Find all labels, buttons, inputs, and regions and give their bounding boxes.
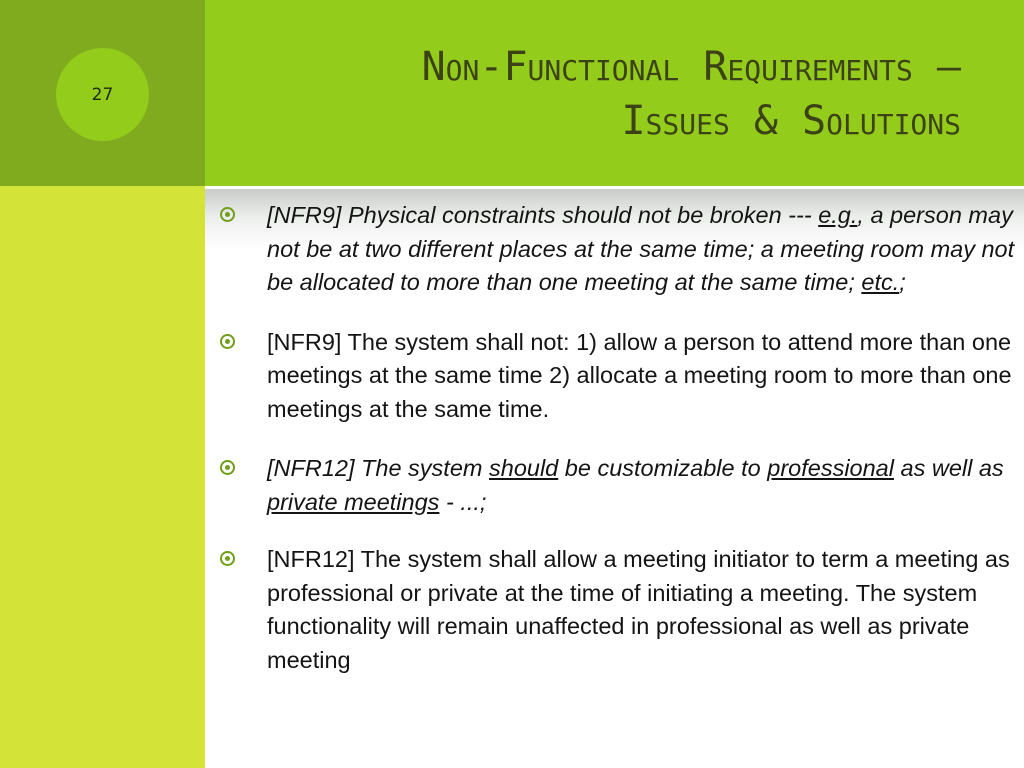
slide-title-line-2: Issues & Solutions	[621, 98, 961, 144]
bullet-text-underlined: e.g.	[818, 202, 858, 228]
bullet-text-underlined: professional	[767, 455, 894, 481]
slide-number: 27	[91, 84, 114, 105]
bullet-item	[218, 326, 1018, 427]
circle-bullet-icon	[220, 207, 235, 222]
bullet-text-segment: be customizable to	[558, 455, 768, 481]
bullet-text-segment: [NFR9] Physical constraints should not be broken ---	[267, 202, 819, 228]
circle-bullet-icon	[220, 460, 235, 475]
bullet-text-segment: [NFR9] The system shall not: 1) allow a person to attend more than one meetings at the same time 2) allocate a meeting room to more than one meetings at the same time.	[267, 328, 1012, 422]
slide-title	[241, 40, 961, 148]
bullet-text	[267, 455, 1004, 515]
bullet-text-segment: as well as	[893, 455, 1004, 481]
bullet-item	[218, 543, 1018, 677]
bullet-text-underlined: should	[489, 455, 559, 481]
circle-bullet-icon	[220, 334, 235, 349]
slide-title-line-1: Non-Functional Requirements –	[421, 44, 961, 90]
bullet-list	[218, 199, 1018, 703]
circle-bullet-icon	[220, 551, 235, 566]
bullet-text-segment: , a person may not be at two different places at the same time; a meeting room may not be allocated to more than one meeting at the same time;	[267, 202, 1015, 295]
sidebar-bottom-panel	[0, 186, 205, 768]
bullet-text	[267, 329, 1012, 422]
bullet-item	[218, 452, 1018, 519]
bullet-item	[218, 199, 1018, 300]
bullet-text-segment: [NFR12] The system	[267, 455, 489, 481]
bullet-text-segment: [NFR12] The system shall allow a meeting initiator to term a meeting as professional or private at the time of initiating a meeting. The system functionality will remain unaffected in professional as well as private meeting	[267, 546, 1010, 673]
bullet-text-segment: - ...;	[439, 488, 487, 515]
bullet-text	[267, 546, 1010, 673]
bullet-text-underlined: private meetings	[267, 488, 440, 515]
bullet-text	[267, 202, 1014, 295]
bullet-text-underlined: etc.	[861, 269, 900, 295]
bullet-text-segment: ;	[899, 269, 906, 295]
slide-number-badge	[56, 48, 149, 141]
